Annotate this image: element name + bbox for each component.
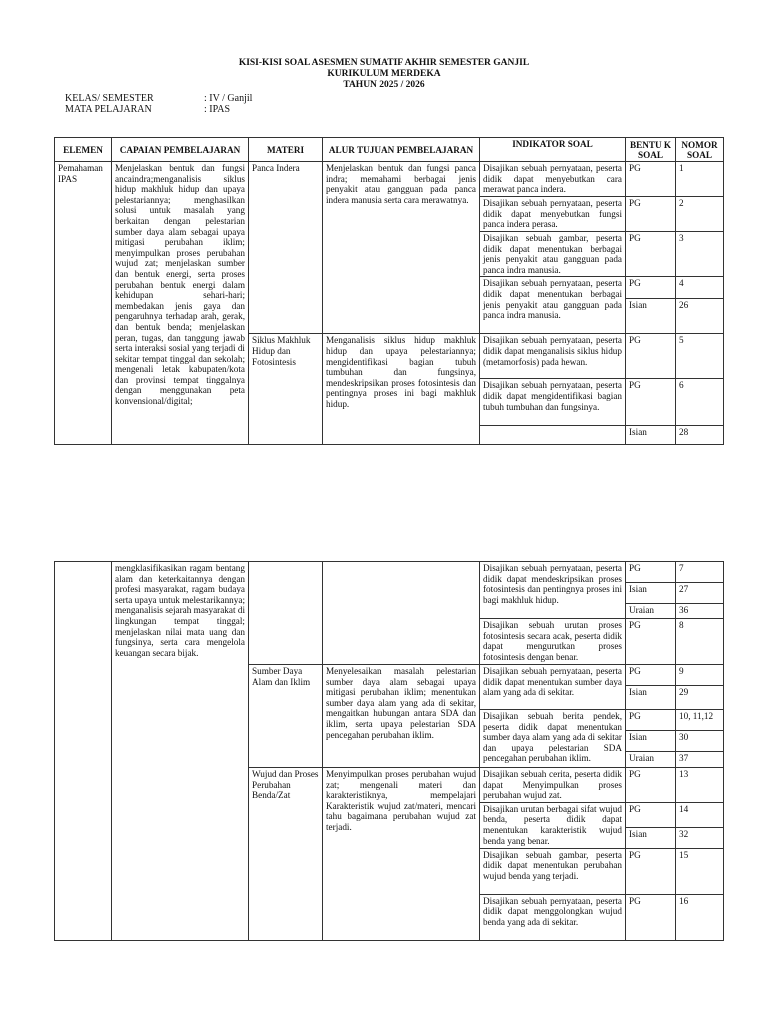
nomor-cell: 3 [676, 232, 724, 277]
capaian-cell-cont: mengklasifikasikan ragam bentang alam dan keterkaitannya dengan profesi masyarakat, ragam budaya serta upaya untuk melestarikannya; menganalisis sejarah masyarakat di lingkungan tempat tinggal; menjelaskan nilai mata uang dan fungsinya, serta cara mengelola keuangan secara bijak. [112, 562, 249, 941]
col-nomor: NOMOR SOAL [676, 138, 724, 162]
nomor-sub: 37 [679, 753, 689, 763]
elemen-cell-empty [55, 562, 112, 941]
bentuk-sub: Isian [626, 583, 675, 604]
col-bentuk: BENTU K SOAL [626, 138, 676, 162]
nomor-sub: 30 [676, 731, 723, 752]
materi-sda: Sumber Daya Alam dan Iklim [249, 665, 323, 768]
bentuk-sub: Isian [629, 300, 647, 311]
nomor-sub: 36 [679, 605, 689, 615]
mapel-value: : IPAS [204, 104, 231, 115]
indikator-cell [480, 426, 626, 445]
alur-sda: Menyelesaikan masalah pelestarian sumber daya alam sebagai upaya mitigasi perubahan iklim; menentukan sumber daya alam yang ada di sekitar, mengaitkan hubungan antara SDA dan iklim, serta upaya pelestarian SDA pencegahan perubahan iklim. [323, 665, 480, 768]
bentuk-sub: Isian [626, 731, 675, 752]
nomor-sub: 4 [676, 277, 723, 299]
nomor-sub: 27 [676, 583, 723, 604]
bentuk-cell: PG [626, 768, 676, 803]
alur-siklus: Menganalisis siklus hidup makhluk hidup dan upaya pelestariannya; mengidentifikasi bagian tubuh tumbuhan dan fungsinya, mendeskripsikan proses fotosintesis dan pentingnya proses ini bagi makhluk hidup. [323, 334, 480, 445]
indikator-cell: Disajikan sebuah urutan proses fotosintesis secara acak, peserta didik dapat mengurutkan proses fotosintesis dengan benar. [480, 619, 626, 665]
indikator-cell: Disajikan sebuah pernyataan, peserta didik dapat menentukan sumber daya alam yang ada di sekitar. [480, 665, 626, 710]
bentuk-cell-split [626, 710, 676, 768]
indikator-cell: Disajikan sebuah pernyataan, peserta didik dapat menggolongkan wujud benda yang ada di sekitar. [480, 894, 626, 940]
indikator-cell: Disajikan sebuah pernyataan, peserta didik dapat mengidentifikasi bagian tubuh tumbuhan dan fungsinya. [480, 379, 626, 426]
bentuk-sub: PG [626, 277, 675, 299]
nomor-sub: 29 [679, 687, 689, 697]
materi-siklus: Siklus Makhluk Hidup dan Fotosintesis [249, 334, 323, 445]
indikator-cell: Disajikan sebuah pernyataan, peserta didik dapat menganalisis siklus hidup (metamorfosis) pada hewan. [480, 334, 626, 379]
bentuk-cell: PG [626, 894, 676, 940]
indikator-cell: Disajikan sebuah gambar, peserta didik dapat menentukan perubahan wujud benda yang terjadi. [480, 848, 626, 894]
kelas-label: KELAS/ SEMESTER [65, 93, 154, 104]
nomor-sub: 9 [676, 665, 723, 686]
col-elemen: ELEMEN [55, 138, 112, 162]
nomor-cell: 2 [676, 197, 724, 232]
bentuk-cell: PG [626, 379, 676, 426]
bentuk-cell-split [626, 802, 676, 848]
doc-year: TAHUN 2025 / 2026 [343, 80, 425, 90]
bentuk-cell: Isian [626, 426, 676, 445]
bentuk-cell: PG [626, 848, 676, 894]
alur-wujud-zat: Menyimpulkan proses perubahan wujud zat; mengenali materi dan karakteristiknya, mempelajari Karakteristik wujud zat/materi, mencari tahu bagaimana perubahan wujud zat terjadi. [323, 768, 480, 941]
indikator-cell: Disajikan sebuah berita pendek, peserta didik dapat menentukan sumber daya alam yang ada di sekitar dan upaya pelestarian SDA pencegahan perubahan iklim. [480, 710, 626, 768]
elemen-cell: Pemahaman IPAS [55, 162, 112, 445]
nomor-cell: 15 [676, 848, 724, 894]
nomor-cell: 16 [676, 894, 724, 940]
doc-subtitle: KURIKULUM MERDEKA [327, 69, 441, 79]
bentuk-sub: PG [626, 803, 675, 828]
indikator-cell: Disajikan sebuah cerita, peserta didik dapat Menyimpulkan proses perubahan wujud zat. [480, 768, 626, 803]
nomor-cell: 13 [676, 768, 724, 803]
doc-title: KISI-KISI SOAL ASESMEN SUMATIF AKHIR SEMESTER GANJIL [238, 58, 530, 68]
kisi-kisi-table-page1 [54, 137, 724, 445]
indikator-cell: Disajikan sebuah pernyataan, peserta didik dapat mendeskripsikan proses fotosintesis dan pentingnya proses ini bagi makhluk hidup. [480, 562, 626, 619]
bentuk-cell-split [626, 277, 676, 334]
bentuk-cell: PG [626, 162, 676, 197]
col-capaian: CAPAIAN PEMBELAJARAN [112, 138, 249, 162]
bentuk-sub: PG [626, 562, 675, 583]
nomor-cell-split [676, 802, 724, 848]
bentuk-cell-split [626, 665, 676, 710]
nomor-cell-split [676, 277, 724, 334]
materi-wujud-zat: Wujud dan Proses Perubahan Benda/Zat [249, 768, 323, 941]
bentuk-sub: PG [626, 710, 675, 731]
nomor-cell: 6 [676, 379, 724, 426]
nomor-cell-split [676, 665, 724, 710]
alur-panca-indera: Menjelaskan bentuk dan fungsi panca indra; memahami berbagai jenis penyakit atau gangguan pada panca indera manusia serta cara merawatnya. [323, 162, 480, 334]
bentuk-cell: PG [626, 232, 676, 277]
materi-cell-empty [249, 562, 323, 665]
nomor-cell: 1 [676, 162, 724, 197]
nomor-sub: 32 [679, 828, 689, 839]
nomor-sub: 26 [679, 300, 689, 311]
materi-panca-indera: Panca Indera [249, 162, 323, 334]
nomor-cell: 8 [676, 619, 724, 665]
indikator-cell: Disajikan sebuah gambar, peserta didik dapat menentukan berbagai jenis penyakit atau gangguan pada panca indra manusia. [480, 232, 626, 277]
bentuk-cell-split [626, 562, 676, 619]
indikator-cell: Disajikan sebuah pernyataan, peserta didik dapat menyebutkan cara merawat panca indera. [480, 162, 626, 197]
nomor-sub: 14 [676, 803, 723, 828]
nomor-cell-split [676, 562, 724, 619]
col-indikator: INDIKATOR SOAL [480, 138, 626, 162]
bentuk-cell: PG [626, 197, 676, 232]
nomor-sub: 7 [676, 562, 723, 583]
kisi-kisi-table-page2 [54, 561, 724, 941]
indikator-cell: Disajikan urutan berbagai sifat wujud benda, peserta didik dapat menentukan karakteristik wujud benda yang benar. [480, 802, 626, 848]
bentuk-sub: Isian [629, 687, 647, 697]
capaian-cell: Menjelaskan bentuk dan fungsi ancaindra;menganalisis siklus hidup makhluk hidup dan upaya pelestariannya; menghasilkan solusi untuk masalah yang berkaitan dengan pelestarian sumber daya alam sebagai upaya mitigasi perubahan iklim; menyimpulkan proses perubahan wujud zat; menjelaskan sumber dan bentuk energi, serta proses perubahan bentuk energi dalam kehidupan sehari-hari; membedakan jenis gaya dan pengaruhnya terhadap arah, gerak, dan bentuk benda; menjelaskan peran, tugas, dan tanggung jawab serta interaksi sosial yang terjadi di sekitar tempat tinggal dan sekolah; mengenali letak kabupaten/kota dan provinsi tempat tinggalnya dengan menggunakan peta konvensional/digital; [112, 162, 249, 445]
nomor-sub: 10, 11,12 [676, 710, 723, 731]
bentuk-sub: Uraian [629, 605, 654, 615]
nomor-cell: 5 [676, 334, 724, 379]
alur-cell-empty [323, 562, 480, 665]
bentuk-sub: Uraian [629, 753, 654, 763]
kelas-value: : IV / Ganjil [204, 93, 253, 104]
bentuk-sub: Isian [629, 828, 647, 839]
nomor-cell: 28 [676, 426, 724, 445]
bentuk-cell: PG [626, 619, 676, 665]
nomor-cell-split [676, 710, 724, 768]
mapel-label: MATA PELAJARAN [65, 104, 152, 115]
indikator-cell: Disajikan sebuah pernyataan, peserta didik dapat menyebutkan fungsi panca indera perasa. [480, 197, 626, 232]
col-alur: ALUR TUJUAN PEMBELAJARAN [323, 138, 480, 162]
bentuk-sub: PG [626, 665, 675, 686]
indikator-cell: Disajikan sebuah pernyataan, peserta didik dapat menentukan berbagai jenis penyakit atau gangguan pada panca indra manusia. [480, 277, 626, 334]
col-materi: MATERI [249, 138, 323, 162]
bentuk-cell: PG [626, 334, 676, 379]
